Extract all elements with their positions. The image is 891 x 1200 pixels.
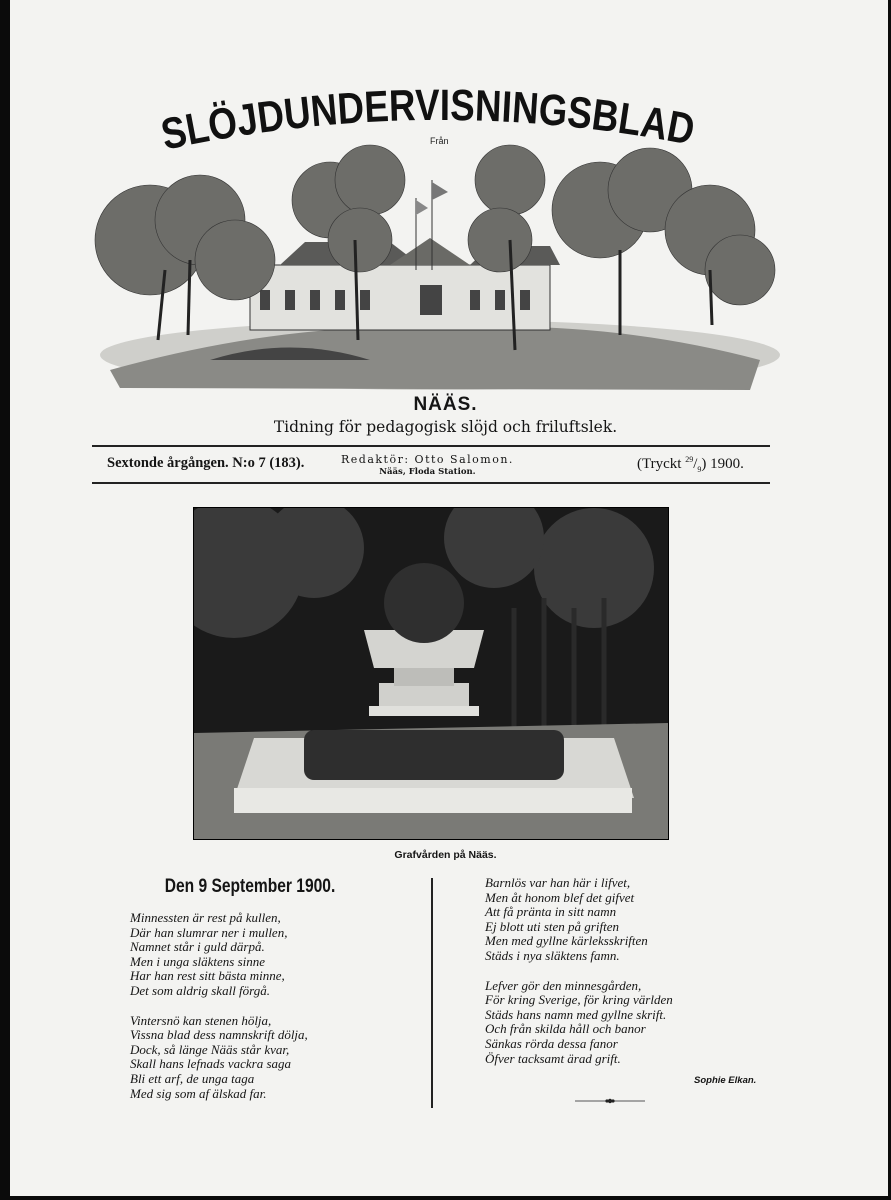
poem-line: Där han slumrar ner i mullen, bbox=[130, 924, 288, 940]
poem-line: För kring Sverige, för kring världen bbox=[485, 992, 673, 1008]
poem-line: Har han rest sitt bästa minne, bbox=[130, 968, 285, 984]
poem-line: Sänkas rörda dessa fanor bbox=[485, 1035, 618, 1051]
poem-line: Skall hans lefnads vackra saga bbox=[130, 1056, 292, 1072]
poem-line: Minnessten är rest på kullen, bbox=[130, 910, 281, 925]
masthead-tagline: Tidning för pedagogisk slöjd och friluftslek. bbox=[273, 418, 618, 436]
printed-day: 29 bbox=[685, 455, 694, 464]
printed-year: ) 1900. bbox=[701, 456, 744, 472]
poem-line: Dock, så länge Nääs står kvar, bbox=[130, 1041, 290, 1057]
poem-line: Men i unga släktens sinne bbox=[130, 953, 266, 969]
poem-line: Städs hans namn med gyllne skrift. bbox=[485, 1006, 667, 1022]
editor-block bbox=[341, 453, 514, 477]
poem-author: Sophie Elkan. bbox=[694, 1075, 757, 1086]
printed-month: 9 bbox=[697, 465, 702, 474]
masthead-place: NÄÄS. bbox=[413, 394, 478, 415]
poem-line: Städs i nya släktens famn. bbox=[485, 947, 620, 963]
top-rule bbox=[92, 445, 770, 447]
poem-line: Bli ett arf, de unga taga bbox=[130, 1070, 255, 1086]
poem-stanza bbox=[130, 1014, 308, 1102]
poem-line: Och från skilda håll och banor bbox=[485, 1021, 646, 1037]
poem-line: Lefver gör den minnesgården, bbox=[485, 977, 642, 993]
poem-line: Men åt honom blef det gifvet bbox=[485, 889, 635, 905]
poem-line: Namnet står i guld därpå. bbox=[130, 939, 265, 955]
masthead-title: SLÖJDUNDERVISNINGSBLAD bbox=[157, 80, 704, 160]
poem-line: Det som aldrig skall förgå. bbox=[130, 982, 270, 998]
poem-line: Ej blott uti sten på griften bbox=[485, 918, 619, 934]
editor: Redaktör: Otto Salomon. bbox=[341, 453, 514, 466]
bottom-rule bbox=[92, 482, 770, 484]
poem-stanza bbox=[485, 979, 673, 1067]
volume-number: Sextonde årgången. N:o 7 (183). bbox=[107, 455, 305, 471]
poem-stanza bbox=[485, 876, 673, 964]
printed-prefix: (Tryckt bbox=[637, 456, 686, 472]
poem-line: Men med gyllne kärleksskriften bbox=[485, 933, 648, 949]
masthead-illustration bbox=[90, 70, 790, 400]
column-divider bbox=[431, 878, 433, 1108]
poem-title: Den 9 September 1900. bbox=[164, 876, 336, 897]
poem-stanza bbox=[130, 911, 308, 999]
poem-line: Barnlös var han här i lifvet, bbox=[485, 875, 631, 890]
poem-right-column bbox=[485, 876, 673, 1066]
masthead-from: Från bbox=[430, 136, 449, 146]
ornament-divider bbox=[575, 1098, 645, 1104]
poem-line: Att få pränta in sitt namn bbox=[485, 904, 617, 920]
poem-line: Med sig som af älskad far. bbox=[130, 1085, 267, 1101]
poem-line: Vissna blad dess namnskrift dölja, bbox=[130, 1027, 308, 1043]
poem-left-column bbox=[130, 911, 308, 1101]
editor-address: Nääs, Floda Station. bbox=[379, 467, 476, 477]
poem-line: Vintersnö kan stenen hölja, bbox=[130, 1012, 272, 1028]
printed-date: (Tryckt $^{29}/_9$) 1900. bbox=[637, 455, 744, 474]
photo-caption: Grafvården på Nääs. bbox=[394, 849, 497, 861]
grave-monument-photo bbox=[193, 507, 669, 840]
poem-line: Öfver tacksamt ärad grift. bbox=[485, 1050, 621, 1066]
